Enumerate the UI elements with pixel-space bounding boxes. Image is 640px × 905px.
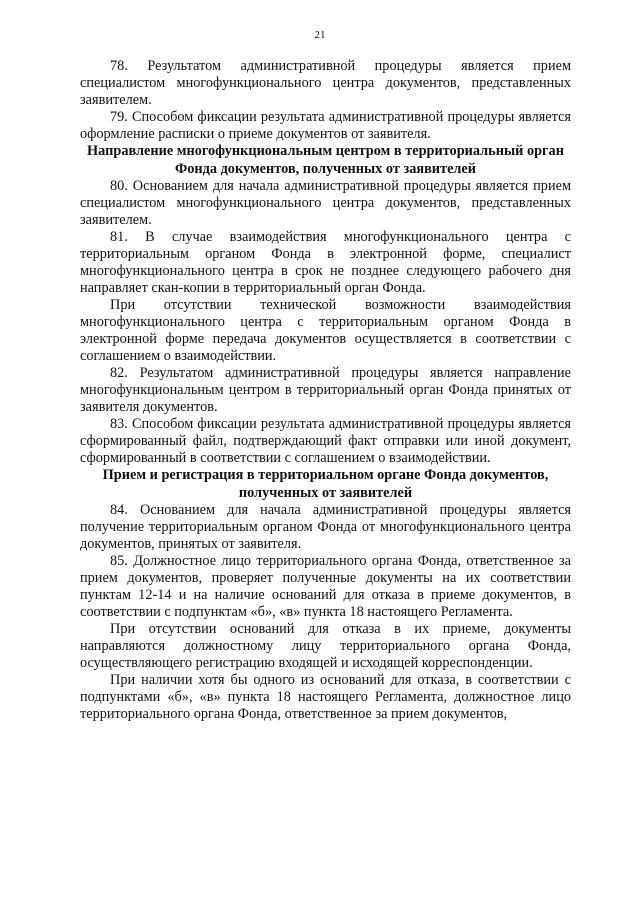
paragraph-85-no-grounds: При отсутствии оснований для отказа в их приеме, документы направляются должностному лицу территориального органа Фонда, осуществляющего регистрацию входящей и исходящей корреспонденции. [80, 621, 571, 671]
paragraph-81: 81. В случае взаимодействия многофункционального центра с территориальным органом Фонда в электронной форме, специалист многофункционального центра в срок не позднее следующего рабочего дня направляет скан-копии в территориальный орган Фонда. [80, 229, 571, 296]
paragraph-78: 78. Результатом административной процедуры является прием специалистом многофункционального центра документов, представленных заявителем. [80, 58, 571, 108]
paragraph-81-continued: При отсутствии технической возможности взаимодействия многофункционального центра с территориальным органом Фонда в электронной форме передача документов осуществляется в соответствии с соглашением о взаимодействии. [80, 297, 571, 364]
document-body [80, 58, 571, 723]
paragraph-79: 79. Способом фиксации результата административной процедуры является оформление расписки о приеме документов от заявителя. [80, 109, 571, 142]
page-number: 21 [314, 29, 326, 41]
paragraph-82: 82. Результатом административной процедуры является направление многофункциональным центром в территориальный орган Фонда принятых от заявителя документов. [80, 365, 571, 415]
paragraph-83: 83. Способом фиксации результата административной процедуры является сформированный файл, подтверждающий факт отправки или иной документ, сформированный в соответствии с соглашением о взаимодействии. [80, 416, 571, 466]
section-heading-registration: Прием и регистрация в территориальном органе Фонда документов, полученных от заявителей [102, 467, 549, 501]
paragraph-80: 80. Основанием для начала административной процедуры является прием специалистом многофункционального центра документов, представленных заявителем. [80, 178, 571, 228]
paragraph-85: 85. Должностное лицо территориального органа Фонда, ответственное за прием документов, проверяет полученные документы на их соответствии пунктам 12-14 и на наличие оснований для отказа в приеме документов, в соответствии с подпунктам «б», «в» пункта 18 настоящего Регламента. [80, 553, 571, 620]
paragraph-85-grounds: При наличии хотя бы одного из оснований для отказа, в соответствии с подпунктами «б», «в» пункта 18 настоящего Регламента, должностное лицо территориального органа Фонда, ответственное за прием документов, [80, 672, 571, 722]
paragraph-84: 84. Основанием для начала административной процедуры является получение территориальным органом Фонда от многофункционального центра документов, принятых от заявителя. [80, 502, 571, 552]
section-heading-mfc-transfer: Направление многофункциональным центром в территориальный орган Фонда документов, полученных от заявителей [87, 143, 564, 177]
